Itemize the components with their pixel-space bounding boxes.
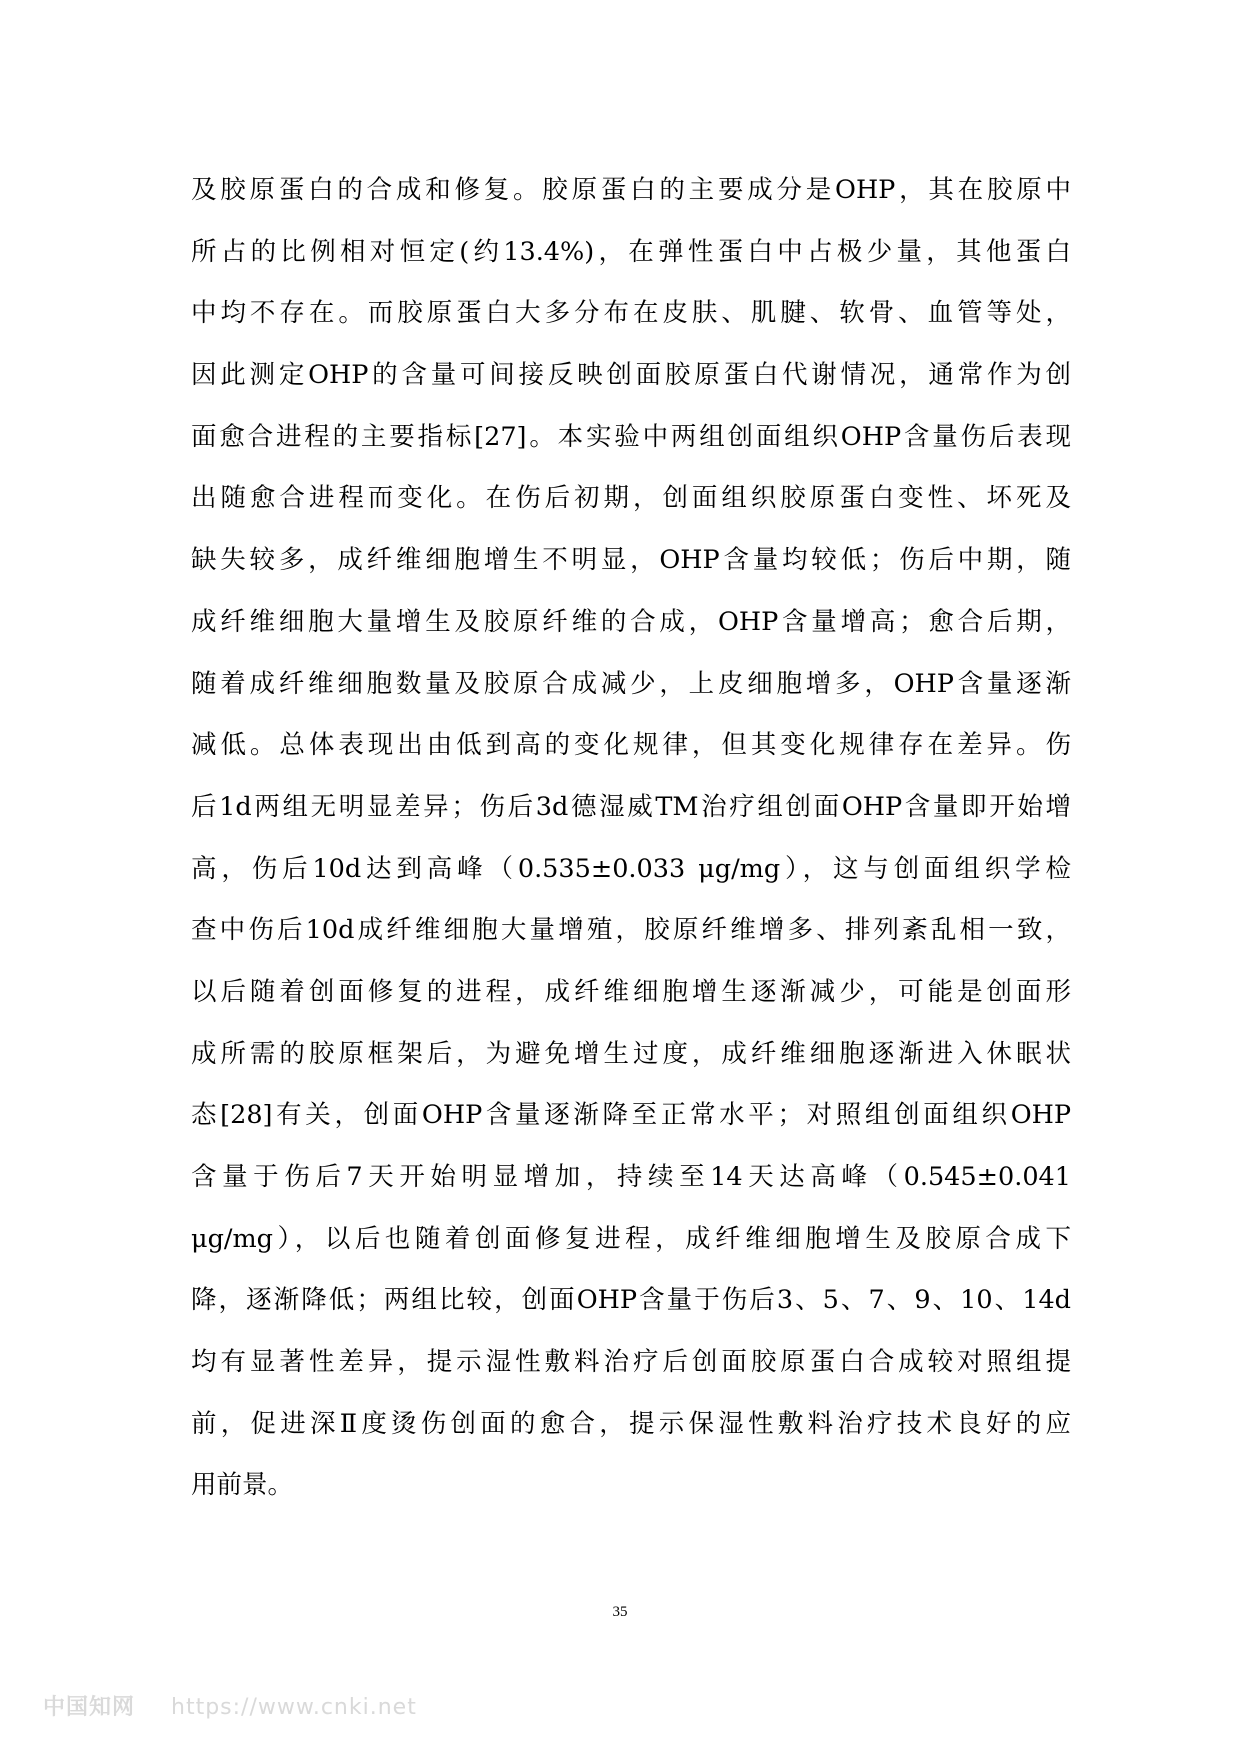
text-line: 成纤维细胞大量增生及胶原纤维的合成，OHP含量增高；愈合后期， bbox=[191, 606, 1071, 637]
text-line: 出随愈合进程而变化。在伤后初期，创面组织胶原蛋白变性、坏死及 bbox=[191, 483, 1071, 514]
text-line: 成所需的胶原框架后，为避免增生过度，成纤维细胞逐渐进入休眠状 bbox=[191, 1038, 1071, 1069]
text-line: 降，逐渐降低；两组比较，创面OHP含量于伤后3、5、7、9、10、14d bbox=[191, 1285, 1071, 1316]
text-line: 随着成纤维细胞数量及胶原合成减少，上皮细胞增多，OHP含量逐渐 bbox=[191, 668, 1071, 699]
text-line: 所占的比例相对恒定(约13.4%)，在弹性蛋白中占极少量，其他蛋白 bbox=[191, 236, 1071, 267]
text-line: 态[28]有关，创面OHP含量逐渐降至正常水平；对照组创面组织OHP bbox=[191, 1100, 1071, 1131]
text-line: 缺失较多，成纤维细胞增生不明显，OHP含量均较低；伤后中期，随 bbox=[191, 545, 1071, 576]
text-line: μg/mg），以后也随着创面修复进程，成纤维细胞增生及胶原合成下 bbox=[191, 1223, 1071, 1254]
text-line: 及胶原蛋白的合成和修复。胶原蛋白的主要成分是OHP，其在胶原中 bbox=[191, 175, 1071, 205]
text-line: 含量于伤后7天开始明显增加，持续至14天达高峰（0.545±0.041 bbox=[191, 1162, 1071, 1192]
watermark-url: https://www.cnki.net bbox=[171, 1695, 417, 1720]
text-line: 减低。总体表现出由低到高的变化规律，但其变化规律存在差异。伤 bbox=[191, 730, 1071, 761]
text-line: 查中伤后10d成纤维细胞大量增殖，胶原纤维增多、排列紊乱相一致， bbox=[191, 915, 1071, 946]
text-line: 中均不存在。而胶原蛋白大多分布在皮肤、肌腱、软骨、血管等处， bbox=[191, 298, 1071, 329]
text-line: 前，促进深Ⅱ度烫伤创面的愈合，提示保湿性敷料治疗技术良好的应 bbox=[191, 1408, 1071, 1439]
text-line: 后1d两组无明显差异；伤后3d德湿威TM治疗组创面OHP含量即开始增 bbox=[191, 791, 1071, 822]
text-line: 均有显著性差异，提示湿性敷料治疗后创面胶原蛋白合成较对照组提 bbox=[191, 1347, 1071, 1378]
text-line: 用前景。 bbox=[191, 1470, 294, 1501]
text-line: 因此测定OHP的含量可间接反映创面胶原蛋白代谢情况，通常作为创 bbox=[191, 360, 1071, 391]
page-number: 35 bbox=[612, 1604, 628, 1620]
text-line: 以后随着创面修复的进程，成纤维细胞增生逐渐减少，可能是创面形 bbox=[191, 976, 1071, 1007]
text-line: 高，伤后10d达到高峰（0.535±0.033 μg/mg），这与创面组织学检 bbox=[191, 853, 1071, 884]
watermark-brand: 中国知网 bbox=[43, 1695, 136, 1720]
watermark bbox=[43, 1690, 417, 1721]
body-paragraph bbox=[191, 160, 1071, 1517]
text-line: 面愈合进程的主要指标[27]。本实验中两组创面组织OHP含量伤后表现 bbox=[191, 421, 1071, 452]
